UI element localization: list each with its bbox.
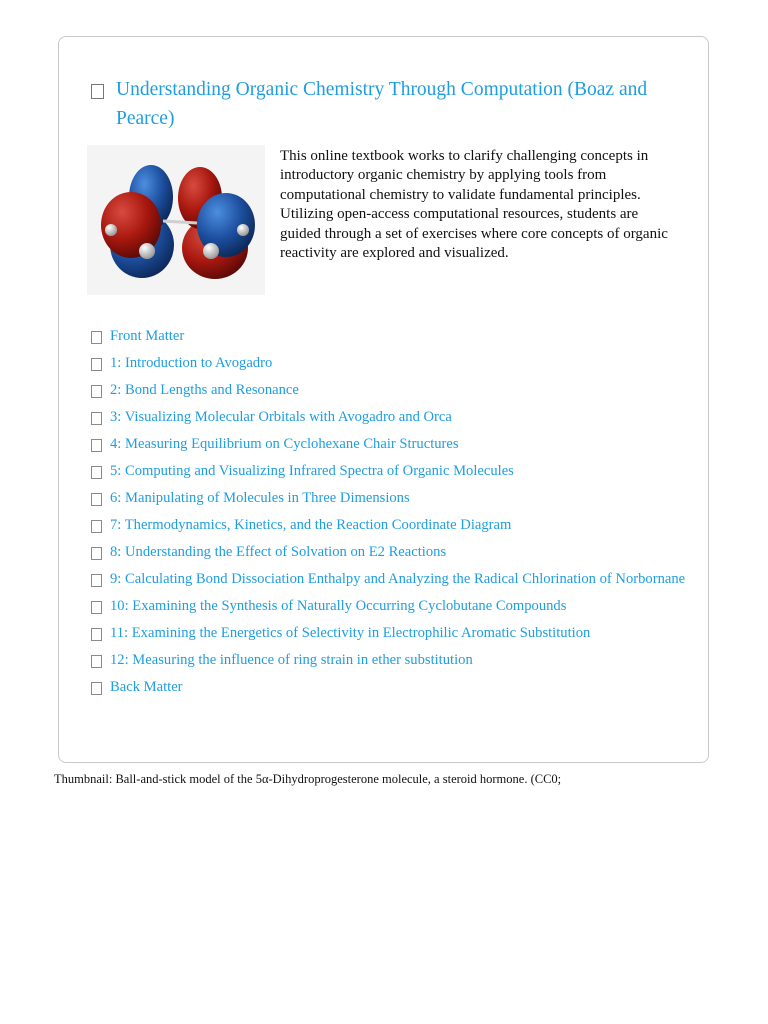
toc-item: [91, 352, 691, 375]
toc-link[interactable]: 4: Measuring Equilibrium on Cyclohexane Chair Structures: [110, 436, 459, 452]
toc-item: [91, 649, 691, 672]
toc-item: [91, 487, 691, 510]
toc-item: [91, 460, 691, 483]
chapter-glyph-icon: [91, 466, 102, 479]
toc-link[interactable]: 8: Understanding the Effect of Solvation on E2 Reactions: [110, 544, 447, 560]
toc-item: [91, 325, 691, 348]
book-thumbnail: [87, 145, 265, 295]
toc-link[interactable]: 1: Introduction to Avogadro: [110, 355, 273, 371]
chapter-glyph-icon: [91, 358, 102, 371]
table-of-contents: [91, 325, 691, 703]
chapter-glyph-icon: [91, 412, 102, 425]
toc-link[interactable]: 12: Measuring the influence of ring strain in ether substitution: [110, 652, 473, 668]
molecular-orbital-image: [87, 145, 265, 295]
chapter-glyph-icon: [91, 682, 102, 695]
chapter-glyph-icon: [91, 655, 102, 668]
toc-link[interactable]: 10: Examining the Synthesis of Naturally Occurring Cyclobutane Compounds: [110, 598, 567, 614]
toc-item: [91, 595, 691, 618]
chapter-glyph-icon: [91, 547, 102, 560]
toc-item: [91, 541, 691, 564]
book-card: [58, 36, 709, 763]
toc-link[interactable]: 3: Visualizing Molecular Orbitals with Avogadro and Orca: [110, 409, 452, 425]
toc-item: [91, 514, 691, 537]
chapter-glyph-icon: [91, 493, 102, 506]
chapter-glyph-icon: [91, 574, 102, 587]
toc-link[interactable]: Back Matter: [110, 679, 183, 695]
toc-item: [91, 622, 691, 645]
toc-link[interactable]: 11: Examining the Energetics of Selectivity in Electrophilic Aromatic Substitution: [110, 625, 591, 641]
chapter-glyph-icon: [91, 601, 102, 614]
book-title-link[interactable]: Understanding Organic Chemistry Through Computation (Boaz and Pearce): [116, 79, 648, 129]
toc-link[interactable]: Front Matter: [110, 328, 185, 344]
toc-link[interactable]: 7: Thermodynamics, Kinetics, and the Reaction Coordinate Diagram: [110, 517, 512, 533]
chapter-glyph-icon: [91, 520, 102, 533]
toc-link[interactable]: 9: Calculating Bond Dissociation Enthalpy and Analyzing the Radical Chlorination of Norbornane: [110, 571, 686, 587]
toc-item: [91, 568, 691, 591]
chapter-glyph-icon: [91, 331, 102, 344]
chapter-glyph-icon: [91, 385, 102, 398]
book-title-row: [91, 75, 681, 133]
toc-item: [91, 676, 691, 699]
toc-item: [91, 379, 691, 402]
book-glyph-icon: [91, 84, 104, 99]
thumbnail-caption: Thumbnail: Ball-and-stick model of the 5α-Dihydroprogesterone molecule, a steroid hormone. (CC0;: [54, 772, 562, 786]
toc-item: [91, 406, 691, 429]
chapter-glyph-icon: [91, 439, 102, 452]
toc-link[interactable]: 5: Computing and Visualizing Infrared Spectra of Organic Molecules: [110, 463, 514, 479]
chapter-glyph-icon: [91, 628, 102, 641]
toc-item: [91, 433, 691, 456]
book-description: This online textbook works to clarify challenging concepts in introductory organic chemistry by applying tools from computational chemistry to validate fundamental principles. Utilizing open-access computational resources, students are guided through a set of exercises where core concepts of organic reactivity are explored and visualized.: [280, 148, 668, 262]
toc-link[interactable]: 2: Bond Lengths and Resonance: [110, 382, 299, 398]
toc-link[interactable]: 6: Manipulating of Molecules in Three Dimensions: [110, 490, 410, 506]
